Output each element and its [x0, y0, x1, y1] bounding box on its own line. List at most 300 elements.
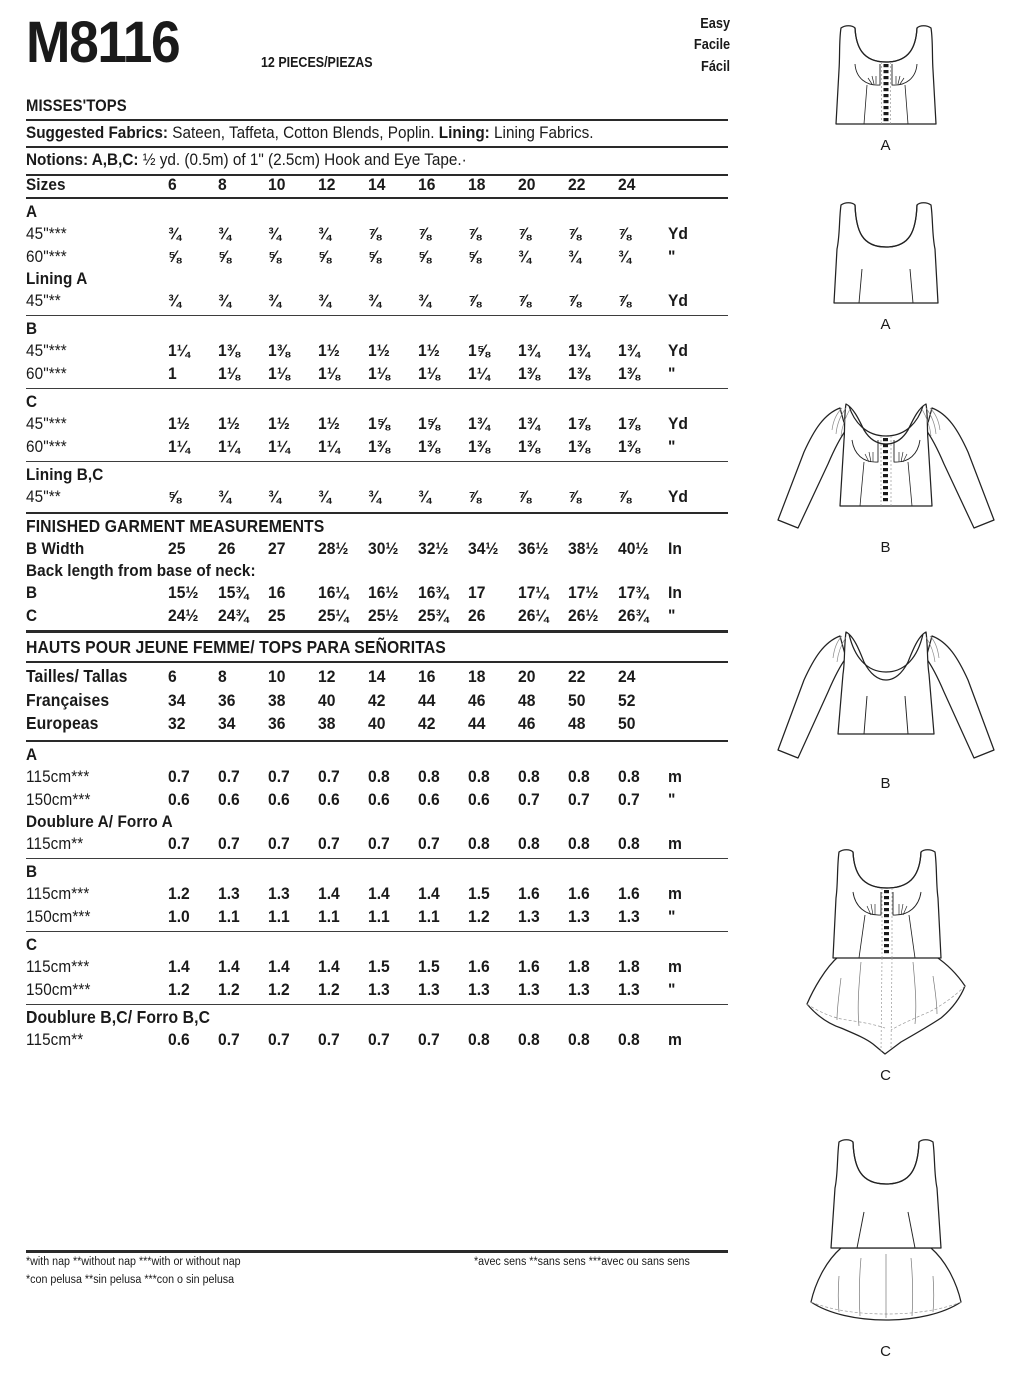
- footnote-left: [26, 1254, 241, 1290]
- cell: 0.7: [318, 1030, 340, 1050]
- footnote-es: *con pelusa **sin pelusa ***con o sin pelusa: [26, 1273, 235, 1286]
- group-title-row: [26, 199, 728, 220]
- cell: 1⅜: [518, 436, 540, 456]
- cell: 0.8: [518, 833, 540, 853]
- cell: 1.5: [468, 883, 490, 903]
- cell: ¾: [268, 223, 282, 243]
- table-row: [26, 337, 728, 360]
- cell: ⅝: [168, 246, 182, 266]
- cell: ⅞: [518, 290, 532, 310]
- garment-a-front-drawing: [786, 16, 986, 136]
- group-title-row: [26, 859, 728, 880]
- table-row: [26, 287, 728, 310]
- group-title-row: [26, 316, 728, 337]
- cell: 16¼: [318, 583, 349, 603]
- metric-size-table: [26, 663, 728, 734]
- cell: ⅞: [518, 486, 532, 506]
- row-label: 45"**: [26, 486, 61, 506]
- section-title-row: [26, 514, 728, 536]
- cell: 38½: [568, 539, 599, 559]
- cell: 1.4: [218, 956, 240, 976]
- notions-line: [26, 148, 658, 173]
- cell: ⅝: [468, 246, 482, 266]
- lining-value: Lining Fabrics.: [494, 122, 594, 142]
- cell: 1.6: [568, 883, 590, 903]
- size-header-cell: 6: [168, 174, 177, 194]
- table-row: [26, 880, 728, 903]
- notions-label: Notions: A,B,C:: [26, 150, 139, 170]
- suggested-fabrics-label: Suggested Fabrics:: [26, 122, 168, 142]
- metric-group-c: [26, 932, 728, 999]
- cell: 25½: [368, 606, 399, 626]
- cell: 40: [368, 714, 386, 734]
- difficulty-es: Fácil: [700, 58, 730, 75]
- cell: 1¼: [468, 363, 490, 383]
- cell: 1.3: [468, 979, 490, 999]
- page-title: M8116: [26, 10, 180, 75]
- unit-cell: m: [668, 1030, 682, 1050]
- cell: 50: [618, 714, 636, 734]
- cell: 0.8: [418, 766, 440, 786]
- row-label: Françaises: [26, 689, 110, 710]
- cell: 16½: [368, 583, 399, 603]
- unit-cell: Yd: [668, 290, 688, 310]
- table-row: [26, 687, 728, 711]
- cell: 1.6: [518, 883, 540, 903]
- cell: 0.7: [268, 766, 290, 786]
- cell: 10: [268, 667, 286, 687]
- cell: 32: [168, 714, 186, 734]
- row-label: Tailles/ Tallas: [26, 666, 128, 687]
- row-label: C: [26, 606, 38, 626]
- cell: 1.3: [268, 883, 290, 903]
- table-header-row: [26, 176, 728, 197]
- cell: 1.3: [618, 979, 640, 999]
- cell: ⅝: [318, 246, 332, 266]
- cell: ⅞: [618, 486, 632, 506]
- table-row: [26, 763, 728, 786]
- cell: 48: [518, 690, 536, 710]
- cell: ⅝: [168, 486, 182, 506]
- cell: 1½: [418, 340, 440, 360]
- cell: 38: [268, 690, 286, 710]
- cell: 0.7: [168, 766, 190, 786]
- row-label: 45"**: [26, 290, 61, 310]
- cell: 8: [218, 667, 227, 687]
- cell: 1.4: [168, 956, 190, 976]
- cell: 1: [168, 363, 177, 383]
- unit-cell: In: [668, 539, 682, 559]
- unit-cell: m: [668, 766, 682, 786]
- cell: 1¼: [168, 436, 190, 456]
- cell: 1⅜: [618, 436, 640, 456]
- cell: ⅝: [418, 246, 432, 266]
- size-header-cell: 14: [368, 174, 386, 194]
- garment-category: MISSES'TOPS: [26, 97, 127, 115]
- illustration-caption: C: [880, 1067, 891, 1084]
- cell: ¾: [318, 223, 332, 243]
- unit-cell: m: [668, 833, 682, 853]
- cell: 15¾: [218, 583, 249, 603]
- cell: ⅞: [568, 290, 582, 310]
- cell: 1.3: [368, 979, 390, 999]
- cell: ¾: [218, 486, 232, 506]
- imperial-group-a: [26, 199, 728, 310]
- size-header-cell: 12: [318, 174, 336, 194]
- cell: 16: [268, 583, 286, 603]
- unit-cell: m: [668, 883, 682, 903]
- cell: 0.7: [218, 766, 240, 786]
- cell: 0.8: [518, 1030, 540, 1050]
- illustration-c-back: [760, 1128, 1011, 1360]
- cell: 1.4: [318, 956, 340, 976]
- cell: 0.6: [168, 789, 190, 809]
- finished-garment-table: [26, 514, 728, 626]
- illustration-caption: B: [880, 775, 891, 792]
- cell: 0.6: [268, 789, 290, 809]
- cell: ¾: [568, 246, 582, 266]
- cell: 17¼: [518, 583, 549, 603]
- finished-garment-title: FINISHED GARMENT MEASUREMENTS: [26, 515, 325, 536]
- row-label: 115cm**: [26, 833, 84, 853]
- group-title: Lining B,C: [26, 464, 104, 484]
- metric-group-lining-bc: [26, 1005, 728, 1050]
- row-label: B Width: [26, 539, 85, 559]
- size-header-cell: 24: [618, 174, 636, 194]
- cell: 1⅜: [468, 436, 490, 456]
- cell: 1.8: [618, 956, 640, 976]
- group-title: Doublure B,C/ Forro B,C: [26, 1006, 211, 1027]
- table-row: [26, 663, 728, 687]
- cell: ⅞: [368, 223, 382, 243]
- cell: 1⅜: [568, 436, 590, 456]
- cell: 1⅜: [368, 436, 390, 456]
- cell: 1⅞: [568, 413, 590, 433]
- cell: 1.4: [268, 956, 290, 976]
- imperial-group-lining-bc: [26, 462, 728, 506]
- cell: 25¾: [418, 606, 449, 626]
- cell: ⅞: [618, 290, 632, 310]
- cell: 0.8: [468, 833, 490, 853]
- metric-group-a: [26, 742, 728, 853]
- cell: 46: [518, 714, 536, 734]
- cell: 32½: [418, 539, 449, 559]
- illustration-c-front: [760, 838, 1011, 1084]
- cell: 44: [418, 690, 436, 710]
- row-label: 150cm***: [26, 979, 91, 999]
- unit-cell: ": [668, 246, 676, 266]
- cell: 0.7: [218, 833, 240, 853]
- cell: 1¾: [468, 413, 490, 433]
- size-header-cell: 16: [418, 174, 436, 194]
- cell: 0.8: [618, 1030, 640, 1050]
- cell: ⅞: [468, 486, 482, 506]
- notions-value: ½ yd. (0.5m) of 1" (2.5cm) Hook and Eye Tape.·: [142, 150, 467, 170]
- cell: ⅝: [268, 246, 282, 266]
- garment-illustrations: [760, 0, 1011, 1373]
- cell: 26½: [568, 606, 599, 626]
- cell: 24: [618, 667, 636, 687]
- cell: 6: [168, 667, 177, 687]
- cell: 1.4: [368, 883, 390, 903]
- cell: 34: [218, 714, 236, 734]
- group-title-row: [26, 932, 728, 953]
- garment-c-front-drawing: [781, 838, 991, 1066]
- cell: 1.6: [468, 956, 490, 976]
- cell: 1⅝: [468, 340, 490, 360]
- metric-group-b: [26, 859, 728, 926]
- cell: 0.8: [568, 1030, 590, 1050]
- cell: 1.6: [618, 883, 640, 903]
- unit-cell: Yd: [668, 223, 688, 243]
- metric-section-title: HAUTS POUR JEUNE FEMME/ TOPS PARA SEÑORITAS: [26, 637, 446, 658]
- group-title: Lining A: [26, 268, 88, 288]
- envelope-header: [26, 0, 728, 96]
- cell: 1⅛: [318, 363, 340, 383]
- cell: 50: [568, 690, 586, 710]
- cell: ¾: [518, 246, 532, 266]
- cell: 1⅞: [618, 413, 640, 433]
- group-title-row: [26, 266, 728, 287]
- cell: ⅞: [518, 223, 532, 243]
- cell: 0.7: [268, 833, 290, 853]
- cell: 1.8: [568, 956, 590, 976]
- group-title-row: [26, 1005, 728, 1027]
- cell: 30½: [368, 539, 399, 559]
- cell: 17: [468, 583, 486, 603]
- size-header-cell: 18: [468, 174, 486, 194]
- row-label: Europeas: [26, 713, 99, 734]
- illustration-a-front: [760, 16, 1011, 154]
- cell: 0.8: [618, 833, 640, 853]
- cell: 0.6: [368, 789, 390, 809]
- group-title: B: [26, 861, 38, 881]
- suggested-fabrics-line: [26, 121, 658, 146]
- group-title-row: [26, 809, 728, 830]
- cell: ¾: [618, 246, 632, 266]
- row-label: 45"***: [26, 340, 67, 360]
- cell: 14: [368, 667, 386, 687]
- group-title-row: [26, 389, 728, 410]
- row-label: 150cm***: [26, 789, 91, 809]
- row-label: 150cm***: [26, 906, 91, 926]
- cell: 20: [518, 667, 536, 687]
- row-label: 60"***: [26, 436, 67, 456]
- cell: 0.7: [318, 766, 340, 786]
- cell: 25: [268, 606, 286, 626]
- unit-cell: ": [668, 906, 676, 926]
- cell: 1¾: [518, 340, 540, 360]
- garment-b-back-drawing: [766, 608, 1006, 774]
- cell: ¾: [318, 486, 332, 506]
- cell: ¾: [168, 290, 182, 310]
- unit-cell: ": [668, 606, 676, 626]
- cell: ⅞: [468, 223, 482, 243]
- cell: 1⅜: [418, 436, 440, 456]
- cell: ¾: [368, 486, 382, 506]
- cell: 1.3: [518, 906, 540, 926]
- cell: 1½: [218, 413, 240, 433]
- cell: 42: [418, 714, 436, 734]
- size-header-cell: 8: [218, 174, 227, 194]
- table-row: [26, 535, 728, 558]
- footnote-right: [474, 1254, 690, 1272]
- cell: 1.3: [568, 979, 590, 999]
- table-row: [26, 579, 728, 602]
- cell: 24½: [168, 606, 199, 626]
- unit-cell: In: [668, 583, 682, 603]
- cell: 36½: [518, 539, 549, 559]
- row-label: 60"***: [26, 363, 67, 383]
- cell: 40: [318, 690, 336, 710]
- table-row: [26, 830, 728, 853]
- garment-a-back-drawing: [786, 193, 986, 315]
- cell: ¾: [268, 486, 282, 506]
- cell: ¾: [318, 290, 332, 310]
- cell: 1¼: [218, 436, 240, 456]
- cell: 1¾: [568, 340, 590, 360]
- cell: 1.2: [168, 883, 190, 903]
- cell: 0.8: [568, 833, 590, 853]
- cell: 1¾: [518, 413, 540, 433]
- unit-cell: ": [668, 789, 676, 809]
- cell: 12: [318, 667, 336, 687]
- row-label: 45"***: [26, 413, 67, 433]
- cell: 1⅜: [518, 363, 540, 383]
- group-title: C: [26, 934, 38, 954]
- row-label: 115cm**: [26, 1030, 84, 1050]
- back-length-subtitle: Back length from base of neck:: [26, 561, 256, 581]
- cell: 0.7: [618, 789, 640, 809]
- cell: 0.7: [318, 833, 340, 853]
- cell: ¾: [218, 290, 232, 310]
- cell: 28½: [318, 539, 349, 559]
- cell: 22: [568, 667, 586, 687]
- cell: 44: [468, 714, 486, 734]
- cell: 1⅝: [418, 413, 440, 433]
- cell: 1.1: [368, 906, 390, 926]
- group-title: A: [26, 744, 38, 764]
- table-row: [26, 976, 728, 999]
- cell: 0.8: [368, 766, 390, 786]
- size-header-cell: 10: [268, 174, 286, 194]
- cell: 0.7: [418, 833, 440, 853]
- cell: 0.7: [568, 789, 590, 809]
- group-title: Doublure A/ Forro A: [26, 811, 173, 831]
- cell: 1.3: [418, 979, 440, 999]
- cell: 1.1: [218, 906, 240, 926]
- cell: 1⅜: [268, 340, 290, 360]
- size-header-cell: 20: [518, 174, 536, 194]
- illustration-b-front: [760, 378, 1011, 556]
- table-row: [26, 602, 728, 625]
- piece-count: 12 PIECES/PIEZAS: [261, 55, 373, 71]
- cell: 0.6: [468, 789, 490, 809]
- cell: 0.8: [468, 1030, 490, 1050]
- cell: ¾: [368, 290, 382, 310]
- cell: 46: [468, 690, 486, 710]
- cell: 1¼: [268, 436, 290, 456]
- table-row: [26, 483, 728, 506]
- cell: 1⅛: [218, 363, 240, 383]
- cell: ⅞: [568, 223, 582, 243]
- cell: 1.3: [618, 906, 640, 926]
- cell: 1.2: [468, 906, 490, 926]
- cell: ⅞: [468, 290, 482, 310]
- cell: 52: [618, 690, 636, 710]
- cell: 1.2: [268, 979, 290, 999]
- cell: 0.7: [268, 1030, 290, 1050]
- group-title: B: [26, 318, 38, 338]
- cell: 16: [418, 667, 436, 687]
- table-row: [26, 710, 728, 734]
- unit-cell: Yd: [668, 340, 688, 360]
- cell: 0.7: [368, 833, 390, 853]
- cell: 18: [468, 667, 486, 687]
- cell: 1.4: [318, 883, 340, 903]
- cell: 15½: [168, 583, 199, 603]
- garment-b-front-drawing: [766, 378, 1006, 538]
- cell: 0.7: [418, 1030, 440, 1050]
- table-row: [26, 1026, 728, 1049]
- cell: 1⅜: [218, 340, 240, 360]
- table-row: [26, 410, 728, 433]
- illustration-b-back: [760, 608, 1011, 792]
- cell: 1¾: [618, 340, 640, 360]
- cell: 26: [468, 606, 486, 626]
- cell: 26: [218, 539, 236, 559]
- footnote-block: [26, 1250, 728, 1286]
- cell: 1⅜: [618, 363, 640, 383]
- cell: 1.1: [318, 906, 340, 926]
- row-label: 115cm***: [26, 883, 90, 903]
- unit-cell: ": [668, 979, 676, 999]
- divider-double: [26, 1250, 728, 1253]
- imperial-group-b: [26, 316, 728, 383]
- cell: ¾: [418, 486, 432, 506]
- cell: 1¼: [168, 340, 190, 360]
- cell: 1⅛: [368, 363, 390, 383]
- difficulty-fr: Facile: [693, 37, 730, 54]
- cell: 1.2: [168, 979, 190, 999]
- cell: 0.7: [218, 1030, 240, 1050]
- imperial-group-c: [26, 389, 728, 456]
- row-label: 45"***: [26, 223, 67, 243]
- cell: 1.0: [168, 906, 190, 926]
- unit-cell: Yd: [668, 486, 688, 506]
- garment-c-back-drawing: [781, 1128, 991, 1342]
- imperial-yardage-table: [26, 176, 728, 197]
- specification-panel: [26, 0, 728, 1373]
- table-row: [26, 243, 728, 266]
- cell: 1.3: [518, 979, 540, 999]
- illustration-caption: B: [880, 539, 891, 556]
- cell: 25: [168, 539, 186, 559]
- cell: 1½: [318, 413, 340, 433]
- cell: 1.5: [418, 956, 440, 976]
- cell: ¾: [168, 223, 182, 243]
- cell: 0.7: [168, 833, 190, 853]
- cell: 48: [568, 714, 586, 734]
- cell: 34½: [468, 539, 499, 559]
- cell: 0.7: [368, 1030, 390, 1050]
- cell: 1.1: [418, 906, 440, 926]
- suggested-fabrics-value: Sateen, Taffeta, Cotton Blends, Poplin.: [172, 122, 435, 142]
- cell: ¾: [218, 223, 232, 243]
- cell: 34: [168, 690, 186, 710]
- cell: ⅝: [218, 246, 232, 266]
- table-row: [26, 786, 728, 809]
